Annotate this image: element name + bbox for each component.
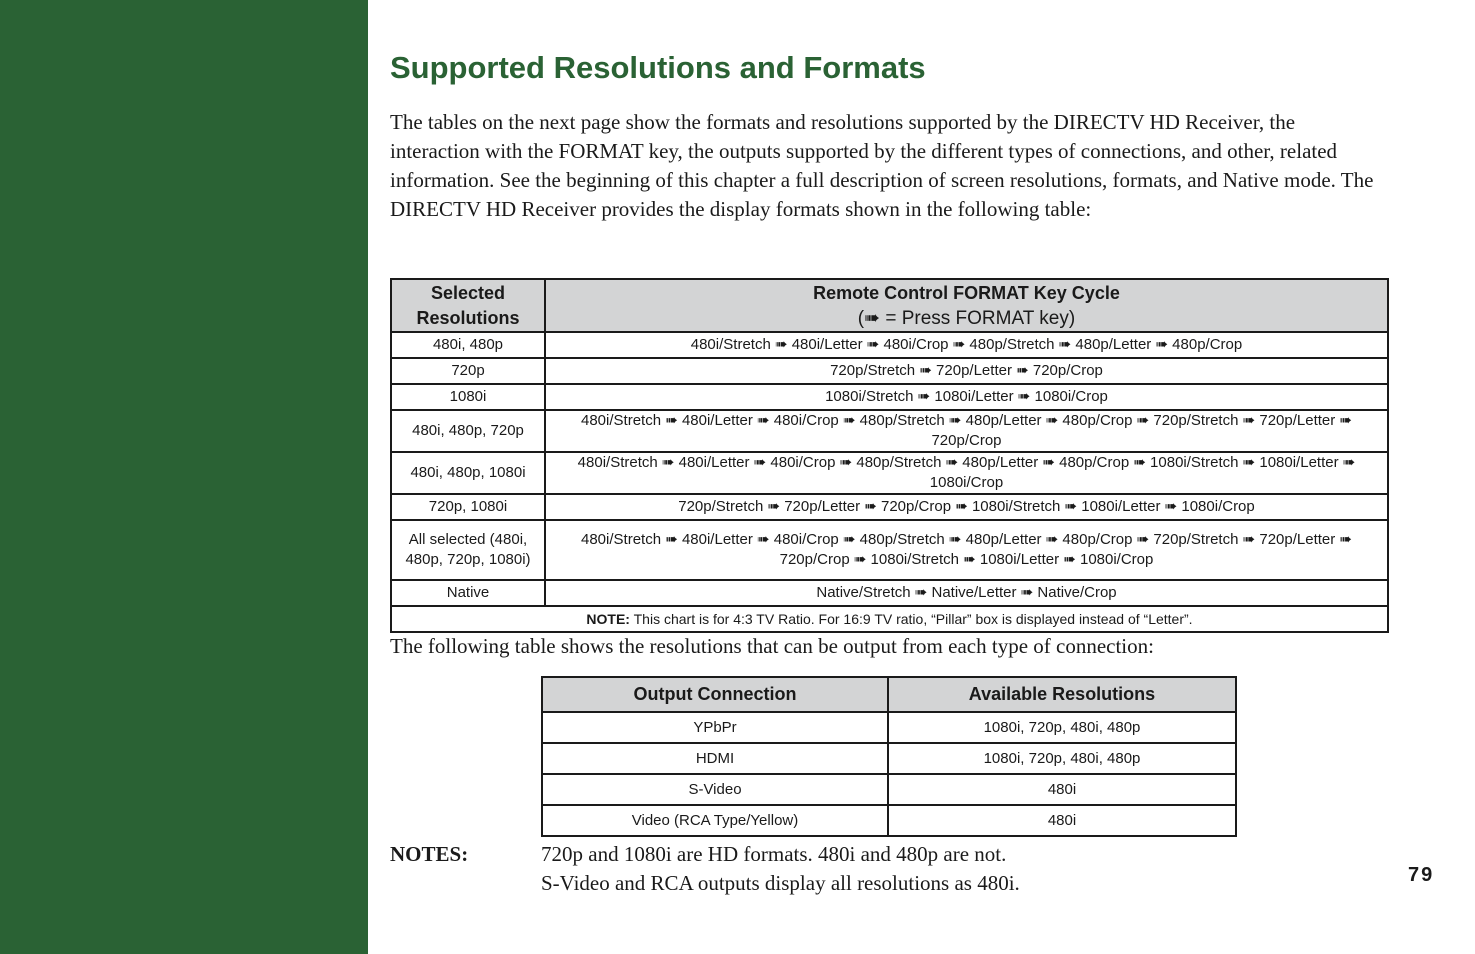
header-available-resolutions: Available Resolutions — [888, 677, 1236, 712]
selected-resolution-cell: 480i, 480p — [391, 332, 545, 358]
key-cycle-cell: 480i/Stretch ➠ 480i/Letter ➠ 480i/Crop ➠ 480p/Stretch ➠ 480p/Letter ➠ 480p/Crop ➠ 1080i/Stretch ➠ 1080i/Letter ➠ 1080i/Crop — [545, 452, 1388, 494]
table-note — [391, 606, 1388, 632]
page-number: 79 — [1408, 864, 1435, 886]
table-note-row — [391, 606, 1388, 632]
table-note-label: NOTE: — [586, 611, 630, 627]
key-cycle-cell: 720p/Stretch ➠ 720p/Letter ➠ 720p/Crop — [545, 358, 1388, 384]
selected-resolution-cell: 720p — [391, 358, 545, 384]
table-row — [542, 805, 1236, 836]
resolutions-cell: 480i — [888, 805, 1236, 836]
table-row — [391, 332, 1388, 358]
format-key-cycle-table — [390, 278, 1389, 633]
note-item: 720p and 1080i are HD formats. 480i and 480p are not. — [541, 842, 1007, 866]
table-row — [391, 452, 1388, 494]
table-row — [391, 580, 1388, 606]
table-row — [391, 384, 1388, 410]
key-cycle-cell: 1080i/Stretch ➠ 1080i/Letter ➠ 1080i/Crop — [545, 384, 1388, 410]
key-cycle-cell: 480i/Stretch ➠ 480i/Letter ➠ 480i/Crop ➠ 480p/Stretch ➠ 480p/Letter ➠ 480p/Crop ➠ 720p/Stretch ➠ 720p/Letter ➠ 720p/Crop ➠ 1080i/Stretch ➠ 1080i/Letter ➠ 1080i/Crop — [545, 520, 1388, 580]
table-row — [391, 520, 1388, 580]
table-row — [391, 358, 1388, 384]
selected-resolution-cell: 1080i — [391, 384, 545, 410]
notes-list — [541, 840, 1020, 898]
header-format-key-cycle — [545, 279, 1388, 332]
page-title: Supported Resolutions and Formats — [390, 50, 926, 85]
table-row — [542, 774, 1236, 805]
note-item: S-Video and RCA outputs display all resolutions as 480i. — [541, 871, 1020, 895]
table-row — [391, 410, 1388, 452]
header-selected-resolutions: Selected Resolutions — [391, 279, 545, 332]
selected-resolution-cell: All selected (480i, 480p, 720p, 1080i) — [391, 520, 545, 580]
key-cycle-cell: 480i/Stretch ➠ 480i/Letter ➠ 480i/Crop ➠ 480p/Stretch ➠ 480p/Letter ➠ 480p/Crop ➠ 720p/Stretch ➠ 720p/Letter ➠ 720p/Crop — [545, 410, 1388, 452]
key-cycle-cell: Native/Stretch ➠ Native/Letter ➠ Native/Crop — [545, 580, 1388, 606]
resolutions-cell: 480i — [888, 774, 1236, 805]
header-format-key-cycle-title: Remote Control FORMAT Key Cycle — [813, 283, 1120, 303]
notes-label: NOTES: — [390, 842, 469, 866]
selected-resolution-cell: 480i, 480p, 720p — [391, 410, 545, 452]
connection-cell: YPbPr — [542, 712, 888, 743]
key-cycle-cell: 480i/Stretch ➠ 480i/Letter ➠ 480i/Crop ➠ 480p/Stretch ➠ 480p/Letter ➠ 480p/Crop — [545, 332, 1388, 358]
selected-resolution-cell: 480i, 480p, 1080i — [391, 452, 545, 494]
resolutions-cell: 1080i, 720p, 480i, 480p — [888, 743, 1236, 774]
table-row — [542, 712, 1236, 743]
selected-resolution-cell: 720p, 1080i — [391, 494, 545, 520]
output-connection-table — [541, 676, 1237, 837]
green-sidebar — [0, 0, 368, 954]
key-cycle-cell: 720p/Stretch ➠ 720p/Letter ➠ 720p/Crop ➠ 1080i/Stretch ➠ 1080i/Letter ➠ 1080i/Crop — [545, 494, 1388, 520]
connection-cell: S-Video — [542, 774, 888, 805]
table-row — [542, 743, 1236, 774]
table-row — [391, 494, 1388, 520]
resolutions-cell: 1080i, 720p, 480i, 480p — [888, 712, 1236, 743]
selected-resolution-cell: Native — [391, 580, 545, 606]
header-format-key-legend: (➠ = Press FORMAT key) — [857, 308, 1076, 329]
header-output-connection: Output Connection — [542, 677, 888, 712]
connection-cell: Video (RCA Type/Yellow) — [542, 805, 888, 836]
connection-table-intro: The following table shows the resolutions that can be output from each type of connection: — [390, 634, 1154, 658]
table-note-text: This chart is for 4:3 TV Ratio. For 16:9 TV ratio, “Pillar” box is displayed instead of “Letter”. — [629, 611, 1193, 627]
intro-paragraph: The tables on the next page show the formats and resolutions supported by the DIRECTV HD Receiver, the interaction with the FORMAT key, the outputs supported by the different types of connections, and other, related information. See the beginning of this chapter a full description of screen resolutions, formats, and Native mode. The DIRECTV HD Receiver provides the display formats shown in the following table: — [390, 110, 1374, 221]
connection-cell: HDMI — [542, 743, 888, 774]
